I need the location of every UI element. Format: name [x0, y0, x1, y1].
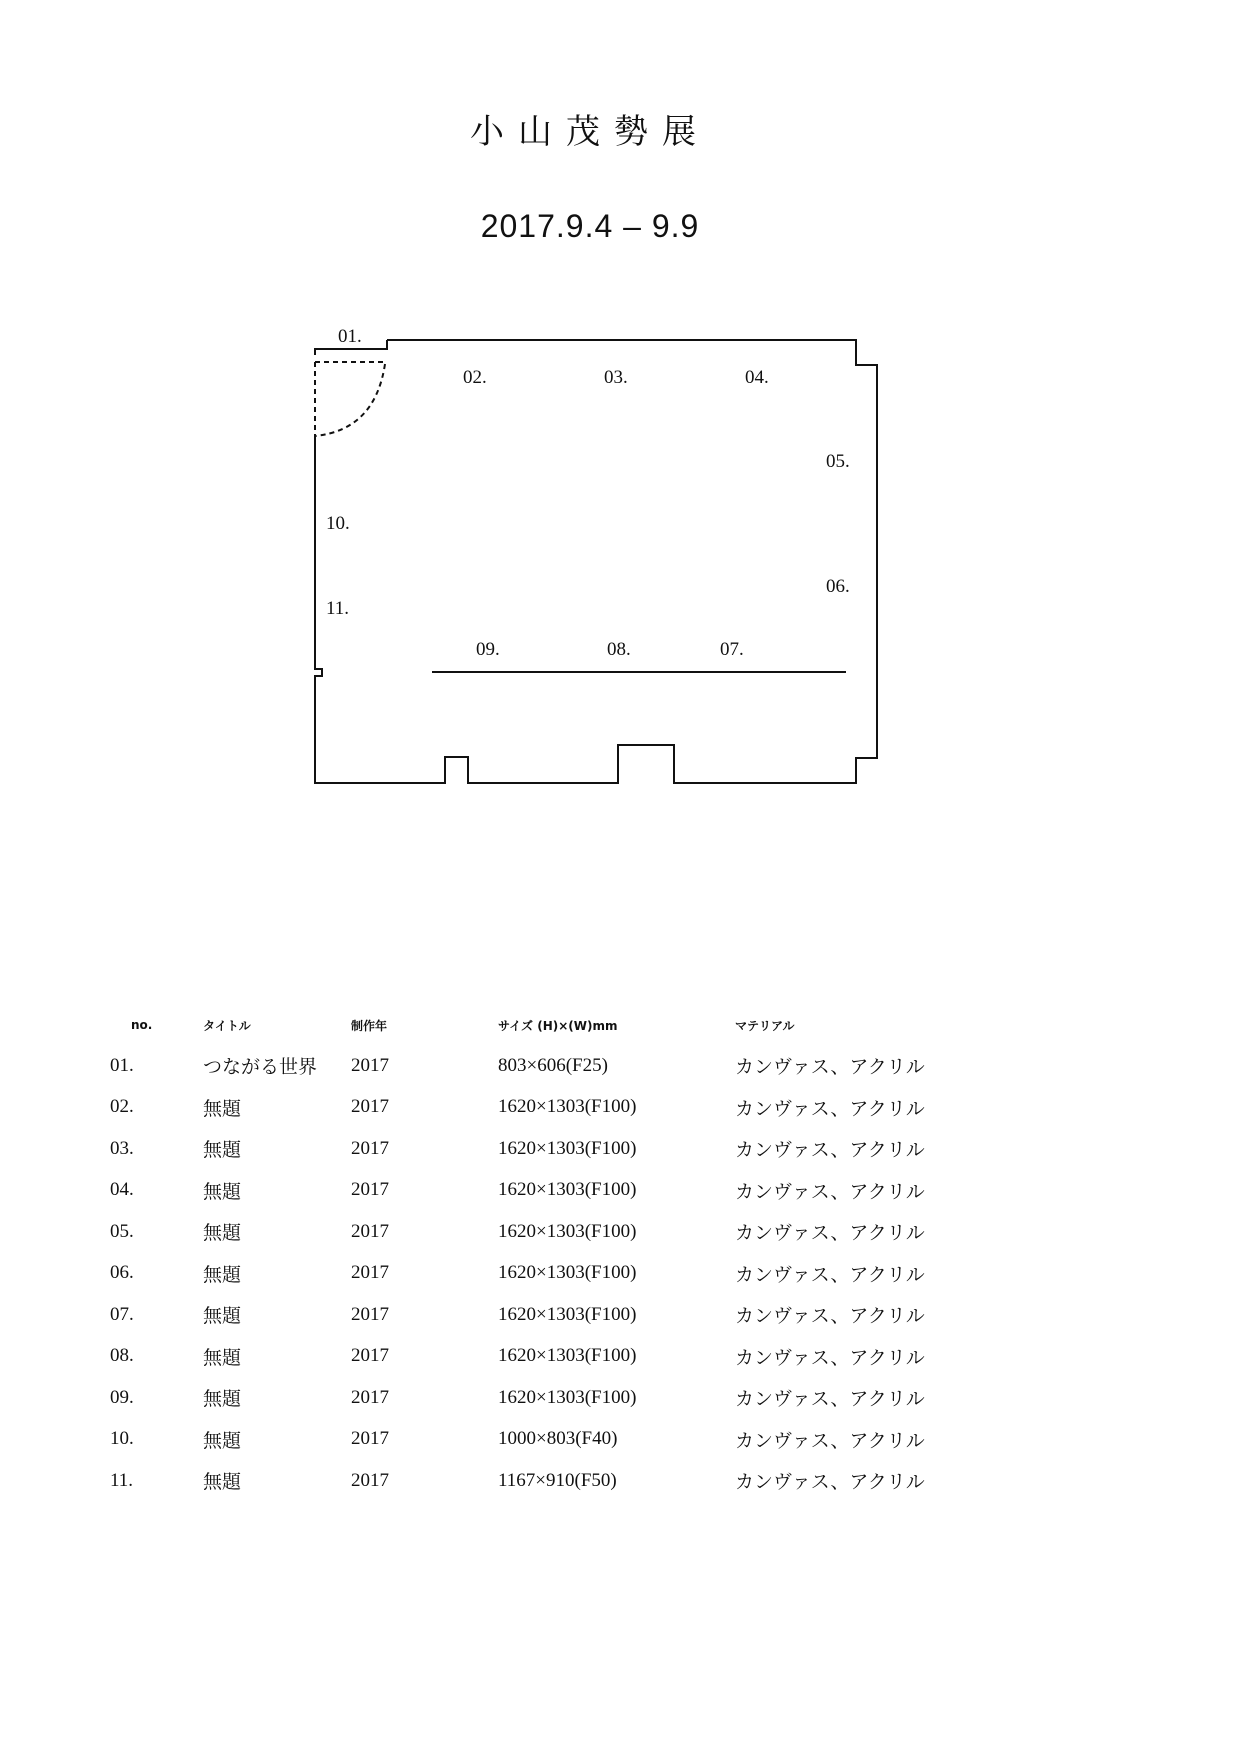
cell-material: カンヴァス、アクリル	[735, 1098, 925, 1120]
plan-label-09: 09.	[476, 639, 500, 660]
table-row	[110, 1170, 975, 1212]
table-row	[110, 1377, 975, 1419]
cell-size: 1620×1303(F100)	[498, 1386, 637, 1408]
cell-title: 無題	[203, 1472, 242, 1494]
cell-year: 2017	[351, 1262, 389, 1284]
cell-size: 1620×1303(F100)	[498, 1096, 637, 1118]
table-row	[110, 1211, 975, 1253]
table-header-row	[110, 1005, 975, 1045]
plan-label-01: 01.	[338, 326, 362, 347]
table-row	[110, 1460, 975, 1502]
cell-material: カンヴァス、アクリル	[735, 1140, 925, 1162]
cell-material: カンヴァス、アクリル	[735, 1264, 925, 1286]
cell-material: カンヴァス、アクリル	[735, 1181, 925, 1203]
exhibition-title: 小山茂勢展	[470, 112, 710, 152]
table-row	[110, 1294, 975, 1336]
cell-title: 無題	[203, 1181, 242, 1203]
header-title: タイトル	[203, 1018, 251, 1033]
cell-title: 無題	[203, 1223, 242, 1245]
cell-year: 2017	[351, 1137, 389, 1159]
plan-label-06: 06.	[826, 576, 850, 597]
cell-title: 無題	[203, 1347, 242, 1369]
cell-size: 1620×1303(F100)	[498, 1303, 637, 1325]
cell-size: 1620×1303(F100)	[498, 1345, 637, 1367]
cell-title: 無題	[203, 1430, 242, 1452]
cell-title: 無題	[203, 1306, 242, 1328]
table-row	[110, 1253, 975, 1295]
cell-no: 08.	[110, 1345, 134, 1367]
cell-size: 1620×1303(F100)	[498, 1262, 637, 1284]
header-no: no.	[131, 1018, 153, 1032]
cell-size: 1620×1303(F100)	[498, 1220, 637, 1242]
plan-label-03: 03.	[604, 367, 628, 388]
cell-size: 1620×1303(F100)	[498, 1137, 637, 1159]
cell-size: 1000×803(F40)	[498, 1428, 618, 1450]
plan-label-02: 02.	[463, 367, 487, 388]
cell-no: 11.	[110, 1469, 134, 1491]
cell-material: カンヴァス、アクリル	[735, 1389, 925, 1411]
cell-size: 803×606(F25)	[498, 1054, 608, 1076]
cell-material: カンヴァス、アクリル	[735, 1306, 925, 1328]
cell-material: カンヴァス、アクリル	[735, 1057, 925, 1079]
header-year: 制作年	[351, 1018, 388, 1033]
table-row	[110, 1045, 975, 1087]
cell-no: 07.	[110, 1303, 134, 1325]
plan-label-10: 10.	[326, 513, 350, 534]
table-row	[110, 1128, 975, 1170]
cell-year: 2017	[351, 1054, 389, 1076]
cell-size: 1167×910(F50)	[498, 1469, 617, 1491]
cell-no: 04.	[110, 1179, 134, 1201]
plan-label-08: 08.	[607, 639, 631, 660]
header-material: マテリアル	[735, 1018, 795, 1033]
door-swing-icon	[315, 362, 385, 436]
cell-year: 2017	[351, 1345, 389, 1367]
plan-label-05: 05.	[826, 451, 850, 472]
cell-no: 10.	[110, 1428, 134, 1450]
cell-year: 2017	[351, 1303, 389, 1325]
plan-label-11: 11.	[326, 598, 350, 619]
cell-year: 2017	[351, 1096, 389, 1118]
table-row	[110, 1419, 975, 1461]
cell-material: カンヴァス、アクリル	[735, 1472, 925, 1494]
cell-material: カンヴァス、アクリル	[735, 1347, 925, 1369]
exhibition-dates: 2017.9.4 – 9.9	[480, 208, 700, 244]
cell-no: 02.	[110, 1096, 134, 1118]
cell-title: 無題	[203, 1389, 242, 1411]
cell-material: カンヴァス、アクリル	[735, 1430, 925, 1452]
floor-plan-outer-wall	[315, 340, 877, 783]
cell-material: カンヴァス、アクリル	[735, 1223, 925, 1245]
cell-year: 2017	[351, 1386, 389, 1408]
cell-title: 無題	[203, 1140, 242, 1162]
plan-label-04: 04.	[745, 367, 769, 388]
works-table	[110, 1005, 975, 1502]
cell-year: 2017	[351, 1220, 389, 1242]
header-size: サイズ (H)×(W)mm	[498, 1018, 618, 1033]
cell-no: 05.	[110, 1220, 134, 1242]
cell-year: 2017	[351, 1179, 389, 1201]
cell-no: 01.	[110, 1054, 134, 1076]
cell-no: 09.	[110, 1386, 134, 1408]
cell-year: 2017	[351, 1469, 389, 1491]
cell-title: 無題	[203, 1098, 242, 1120]
table-row	[110, 1336, 975, 1378]
table-row	[110, 1087, 975, 1129]
cell-title: 無題	[203, 1264, 242, 1286]
cell-size: 1620×1303(F100)	[498, 1179, 637, 1201]
cell-title: つながる世界	[203, 1057, 318, 1079]
plan-label-07: 07.	[720, 639, 744, 660]
cell-no: 03.	[110, 1137, 134, 1159]
cell-year: 2017	[351, 1428, 389, 1450]
cell-no: 06.	[110, 1262, 134, 1284]
